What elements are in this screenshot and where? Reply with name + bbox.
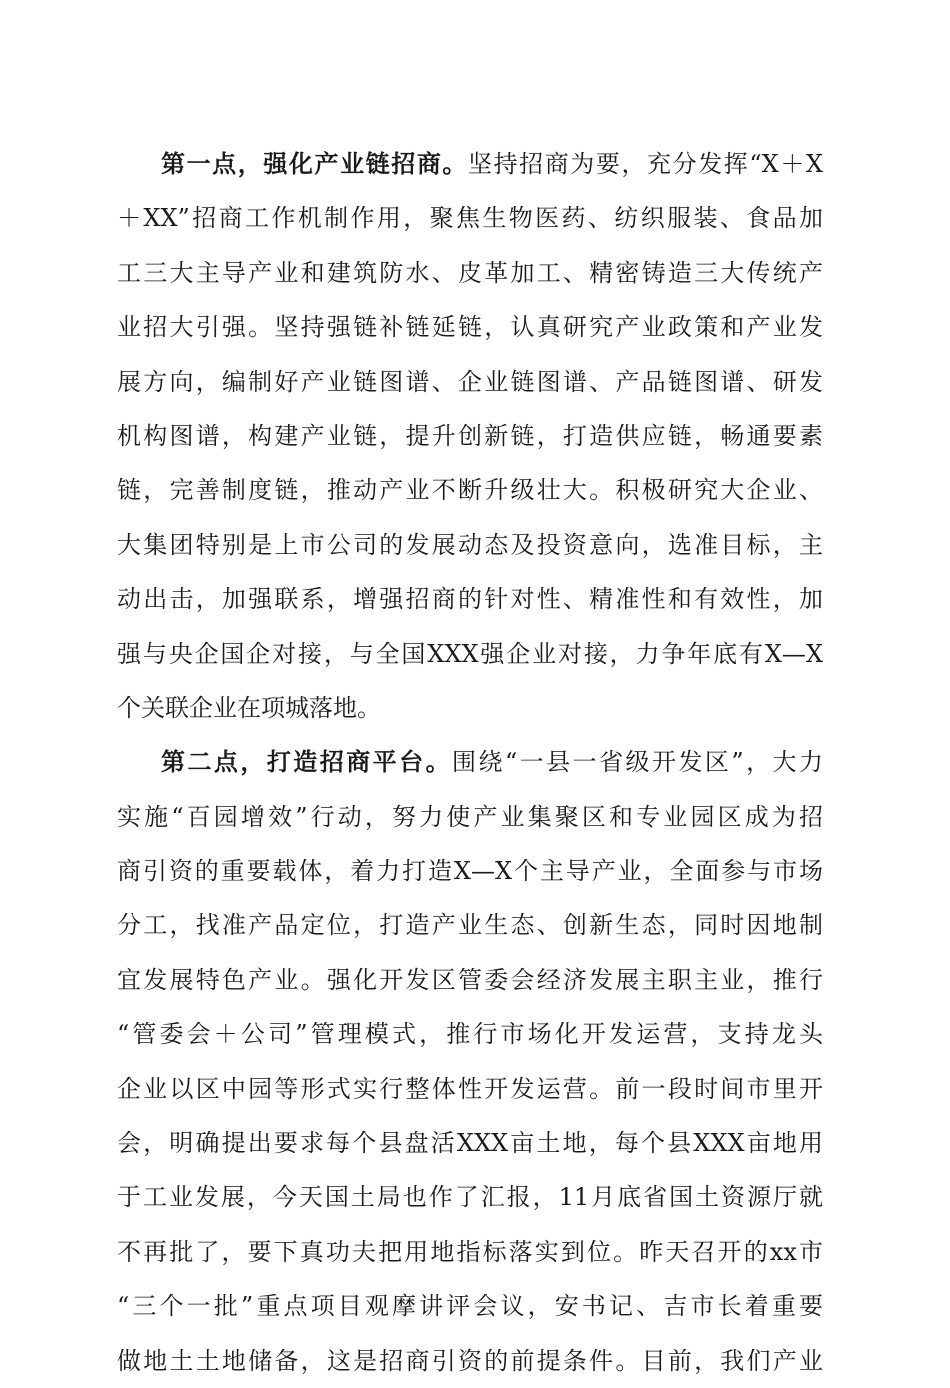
paragraph-line: 于工业发展，今天国土局也作了汇报，11月底省国土资源厅就	[117, 1183, 823, 1212]
paragraph-line: 企业以区中园等形式实行整体性开发运营。前一段时间市里开	[117, 1074, 823, 1103]
paragraph-line: 做地土土地储备，这是招商引资的前提条件。目前，我们产业	[117, 1346, 823, 1375]
paragraph-line: 动出击，加强联系，增强招商的针对性、精准性和有效性，加	[117, 585, 823, 614]
paragraph-line: 大集团特别是上市公司的发展动态及投资意向，选准目标，主	[117, 530, 823, 559]
paragraph-line: 机构图谱，构建产业链，提升创新链，打造供应链，畅通要素	[117, 421, 823, 450]
paragraph-industry-chain	[117, 137, 823, 735]
paragraph-line: 不再批了，要下真功夫把用地指标落实到位。昨天召开的xx市	[117, 1237, 823, 1266]
paragraph-line: “三个一批”重点项目观摩讲评会议，安书记、吉市长着重要	[117, 1292, 823, 1321]
paragraph-line: “管委会＋公司”管理模式，推行市场化开发运营，支持龙头	[117, 1020, 823, 1049]
paragraph-line: 会，明确提出要求每个县盘活XXX亩土地，每个县XXX亩地用	[117, 1129, 823, 1158]
paragraph-line: 第一点，强化产业链招商。坚持招商为要，充分发挥“X＋X	[161, 149, 823, 178]
paragraph-line: 展方向，编制好产业链图谱、企业链图谱、产品链图谱、研发	[117, 367, 823, 396]
paragraph-line: 实施“百园增效”行动，努力使产业集聚区和专业园区成为招	[117, 802, 823, 831]
paragraph-line: 个关联企业在项城落地。	[117, 693, 381, 722]
paragraph-line: 工三大主导产业和建筑防水、皮革加工、精密铸造三大传统产	[117, 258, 823, 287]
paragraph-line: 业招大引强。坚持强链补链延链，认真研究产业政策和产业发	[117, 313, 823, 342]
paragraph-line: 商引资的重要载体，着力打造X—X个主导产业，全面参与市场	[117, 857, 823, 886]
paragraph-heading: 第一点，强化产业链招商。	[161, 149, 468, 178]
paragraph-heading: 第二点，打造招商平台。	[161, 747, 453, 777]
paragraph-line: 链，完善制度链，推动产业不断升级壮大。积极研究大企业、	[117, 476, 823, 505]
paragraph-investment-platform	[117, 735, 823, 1388]
paragraph-line: ＋XX”招商工作机制作用，聚焦生物医药、纺织服装、食品加	[117, 204, 823, 233]
document-body	[117, 137, 823, 1388]
paragraph-line: 第二点，打造招商平台。围绕“一县一省级开发区”，大力	[161, 747, 823, 777]
paragraph-line: 宜发展特色产业。强化开发区管委会经济发展主职主业，推行	[117, 965, 823, 994]
paragraph-line: 分工，找准产品定位，打造产业生态、创新生态，同时因地制	[117, 911, 823, 940]
paragraph-line: 强与央企国企对接，与全国XXX强企业对接，力争年底有X—X	[117, 639, 823, 668]
